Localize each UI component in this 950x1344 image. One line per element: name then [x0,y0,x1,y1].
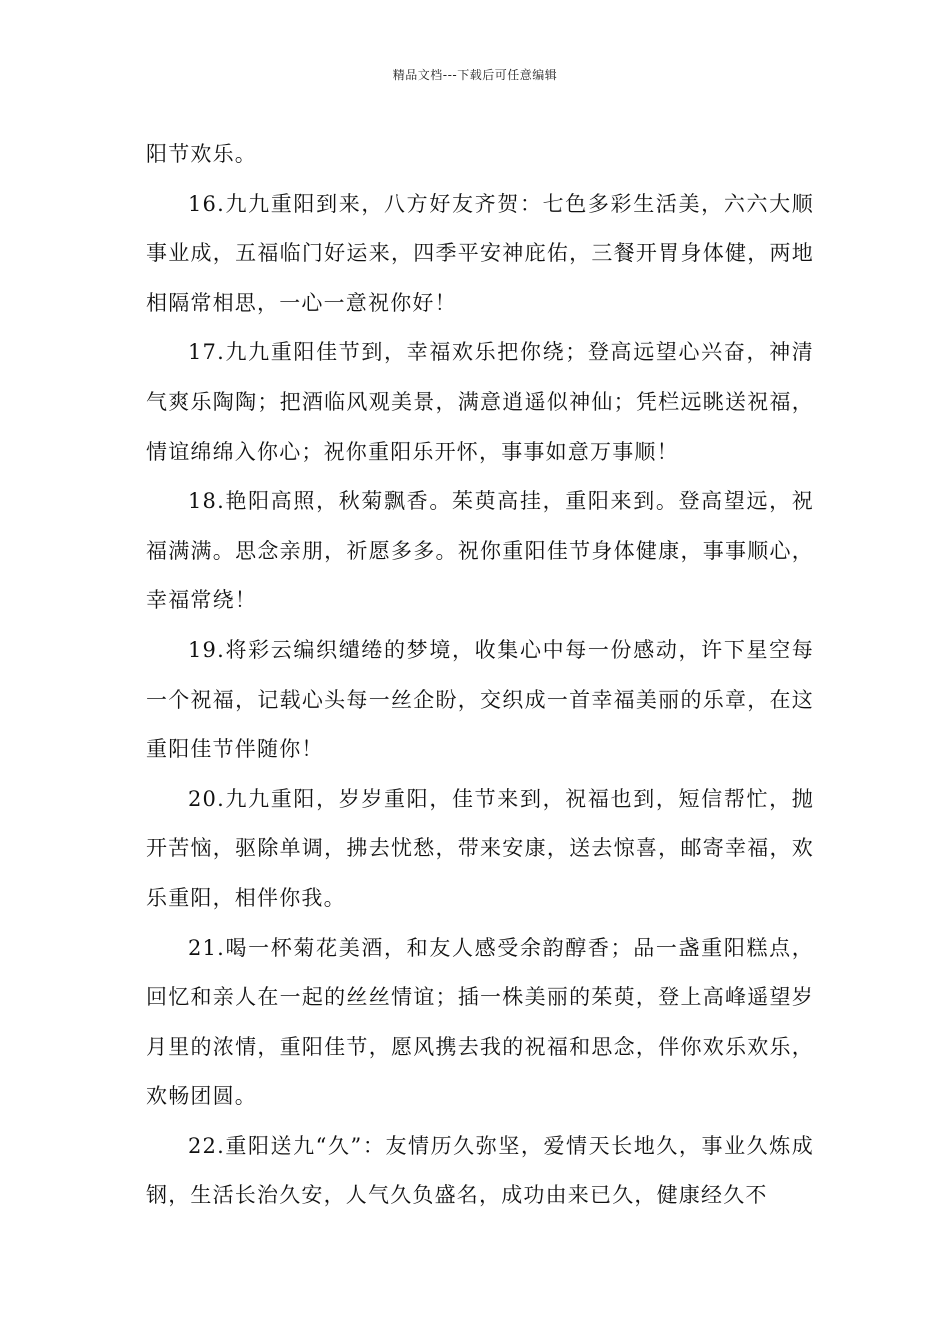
document-body [146,130,814,1221]
paragraph-item-21: 21.喝一杯菊花美酒，和友人感受余韵醇香；品一盏重阳糕点，回忆和亲人在一起的丝丝情谊；插一株美丽的茱萸，登上高峰遥望岁月里的浓情，重阳佳节，愿风携去我的祝福和思念，伴你欢乐欢乐，欢畅团圆。 [146,935,814,1109]
paragraph-continuation: 阳节欢乐。 [146,142,257,166]
paragraph-item-19: 19.将彩云编织缱绻的梦境，收集心中每一份感动，许下星空每一个祝福，记载心头每一丝企盼，交织成一首幸福美丽的乐章，在这重阳佳节伴随你！ [146,637,814,762]
paragraph-item-18: 18.艳阳高照，秋菊飘香。茱萸高挂，重阳来到。登高望远，祝福满满。思念亲朋，祈愿多多。祝你重阳佳节身体健康，事事顺心，幸福常绕！ [146,489,814,613]
page-header: 精品文档---下载后可任意编辑 [392,68,558,82]
paragraph-item-17: 17.九九重阳佳节到，幸福欢乐把你绕；登高远望心兴奋，神清气爽乐陶陶；把酒临风观美景，满意逍遥似神仙；凭栏远眺送祝福，情谊绵绵入你心；祝你重阳乐开怀，事事如意万事顺！ [146,340,814,464]
paragraph-item-16: 16.九九重阳到来，八方好友齐贺：七色多彩生活美，六六大顺事业成，五福临门好运来，四季平安神庇佑，三餐开胃身体健，两地相隔常相思，一心一意祝你好！ [146,191,814,315]
paragraph-item-20: 20.九九重阳，岁岁重阳，佳节来到，祝福也到，短信帮忙，抛开苦恼，驱除单调，拂去忧愁，带来安康，送去惊喜，邮寄幸福，欢乐重阳，相伴你我。 [146,786,814,910]
paragraph-item-22: 22.重阳送九“久”：友情历久弥坚，爱情天长地久，事业久炼成钢，生活长治久安，人气久负盛名，成功由来已久，健康经久不 [146,1133,814,1208]
